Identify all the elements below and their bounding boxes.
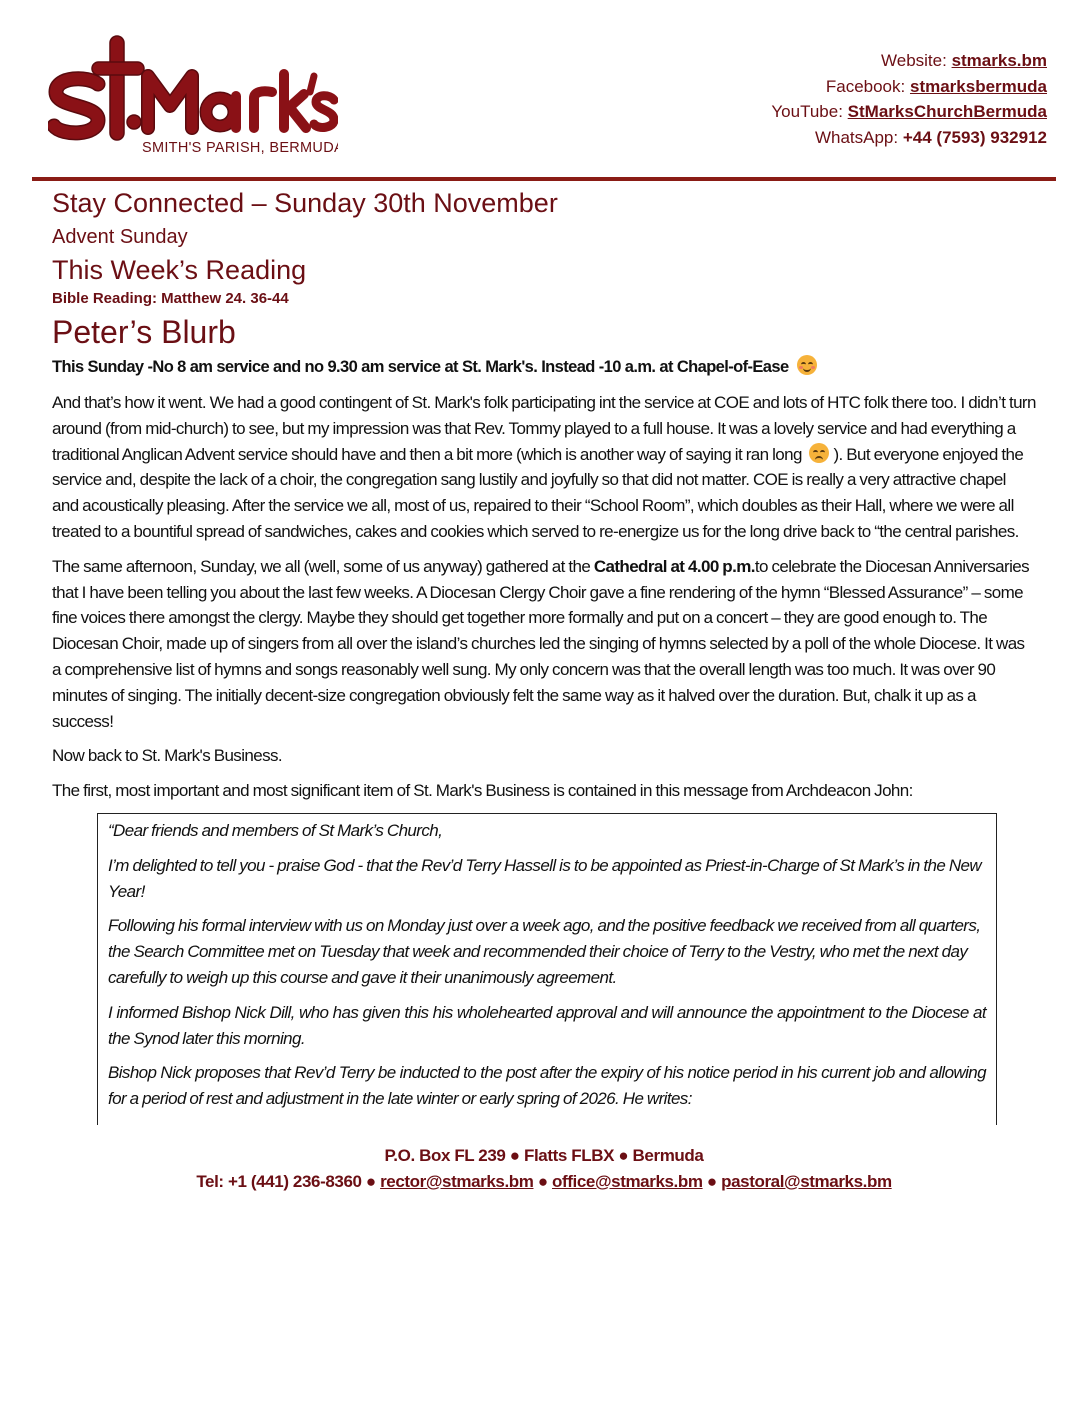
paragraph-archdeacon-intro: The first, most important and most significant item of St. Mark's Business is contained in this message from Archdeacon John: — [52, 781, 913, 801]
service-notice-text: This Sunday -No 8 am service and no 9.30 am service at St. Mark's. Instead -10 a.m. at Chapel-of-Ease — [52, 358, 789, 376]
paragraph-text: And that’s how it went. We had a good contingent of St. Mark's folk participating int the service at COE and lots of HTC folk there too. I didn’t turn around (from mid-church) to see, but my impression was that Rev. Tommy played to a full house. It was a lovely service and had everything a traditional Anglican Advent service should have and then a bit more (which is another way of saying it ran long — [52, 393, 1036, 464]
blurb-heading: Peter’s Blurb — [52, 314, 236, 350]
smiling-face-icon — [797, 355, 817, 375]
office-email-link[interactable]: office@stmarks.bm — [552, 1171, 703, 1191]
footer-contacts — [0, 1169, 1088, 1195]
letterhead — [0, 0, 1088, 181]
contact-label: WhatsApp: — [814, 127, 899, 147]
bullet-separator: ● — [706, 1171, 717, 1191]
contact-label: YouTube: — [771, 102, 843, 121]
contact-website — [771, 48, 1047, 74]
page-footer — [0, 1143, 1088, 1201]
contact-facebook — [771, 74, 1047, 100]
quote-paragraph: Following his formal interview with us on Monday just over a week ago, and the positive feedback we received from all quarters, the Search Committee met on Tuesday that week and recommended their choice of Terry to the Vestry, who met the next day carefully to weigh up this course and gave it their unanimously agreement. — [108, 916, 981, 987]
page-title: Stay Connected – Sunday 30th November — [52, 188, 558, 218]
archdeacon-message-box — [97, 813, 997, 1125]
bullet-separator: ● — [537, 1171, 548, 1191]
youtube-link[interactable]: StMarksChurchBermuda — [847, 102, 1047, 121]
paragraph-business: Now back to St. Mark's Business. — [52, 746, 283, 766]
cathedral-time: Cathedral at 4.00 p.m. — [593, 556, 755, 576]
service-notice — [52, 354, 1036, 380]
contact-block — [771, 48, 1047, 150]
paragraph-coe-service — [52, 390, 1036, 545]
paragraph-text: ). But everyone enjoyed the service and, despite the lack of a choir, the congregation sang lustily and joyfully so that did not matter. COE is really a very attractive chapel and acoustically pleasing. After the service we all, most of us, repaired to their “School Room”, which doubles as their Hall, where we were all treated to a bountiful spread of sandwiches, cakes and cookies which served to re-energize us for the long drive back to “the central parishes. — [52, 444, 1024, 541]
website-link[interactable]: stmarks.bm — [951, 51, 1047, 70]
contact-label: Website: — [881, 51, 947, 70]
reading-heading: This Week’s Reading — [52, 255, 307, 285]
bullet-separator: ● — [365, 1171, 376, 1191]
paragraph-text: to celebrate the Diocesan Anniversaries that I have been telling you about the last few weeks. A Diocesan Clergy Choir gave a fine rendering of the hymn “Blessed Assurance” – some fine voices there amongst the clergy. Maybe they should get together more formally and put on a concert – they are good enough to. The Diocesan Choir, made up of singers from all over the island’s churches led the singing of hymns selected by a poll of the whole Diocese. It was a comprehensive list of hymns and songs reasonably well sung. My only concern was that the overall length was too much. It was over 90 minutes of singing. The initially decent-size congregation obviously felt the same way as it halved over the duration. But, chalk it up as a success! — [52, 556, 1030, 731]
contact-youtube — [771, 99, 1047, 125]
contact-whatsapp — [771, 125, 1047, 151]
tired-face-icon — [809, 443, 829, 463]
logo-graphic — [48, 34, 338, 160]
whatsapp-number: +44 (7593) 932912 — [902, 127, 1047, 147]
quote-paragraph: “Dear friends and members of St Mark’s Church, — [108, 820, 443, 840]
contact-label: Facebook: — [825, 76, 906, 96]
st-marks-logo — [48, 34, 338, 160]
main-content — [52, 181, 1036, 1125]
pastoral-email-link[interactable]: pastoral@stmarks.bm — [721, 1171, 892, 1191]
rector-email-link[interactable]: rector@stmarks.bm — [380, 1171, 534, 1191]
quote-paragraph: I informed Bishop Nick Dill, who has given this his wholehearted approval and will announce the appointment to the Diocese at the Synod later this morning. — [108, 1002, 986, 1048]
logo-tagline: SMITH'S PARISH, BERMUDA — [142, 140, 338, 156]
facebook-link[interactable]: stmarksbermuda — [909, 76, 1047, 96]
paragraph-text: The same afternoon, Sunday, we all (well, some of us anyway) gathered at the — [52, 556, 594, 576]
quote-paragraph: Bishop Nick proposes that Rev’d Terry be inducted to the post after the expiry of his notice period in his current job and allowing for a period of rest and adjustment in the late winter or early spring of 2026. He writes: — [108, 1063, 986, 1109]
paragraph-cathedral — [52, 554, 1036, 735]
bible-reading: Bible Reading: Matthew 24. 36-44 — [52, 290, 289, 307]
page-subtitle: Advent Sunday — [52, 226, 188, 248]
quote-paragraph: I’m delighted to tell you - praise God - that the Rev’d Terry Hassell is to be appointed as Priest-in-Charge of St Mark’s in the New Year! — [108, 855, 982, 901]
footer-address: P.O. Box FL 239 ● Flatts FLBX ● Bermuda — [384, 1145, 704, 1165]
footer-tel: Tel: +1 (441) 236-8360 — [196, 1171, 362, 1191]
